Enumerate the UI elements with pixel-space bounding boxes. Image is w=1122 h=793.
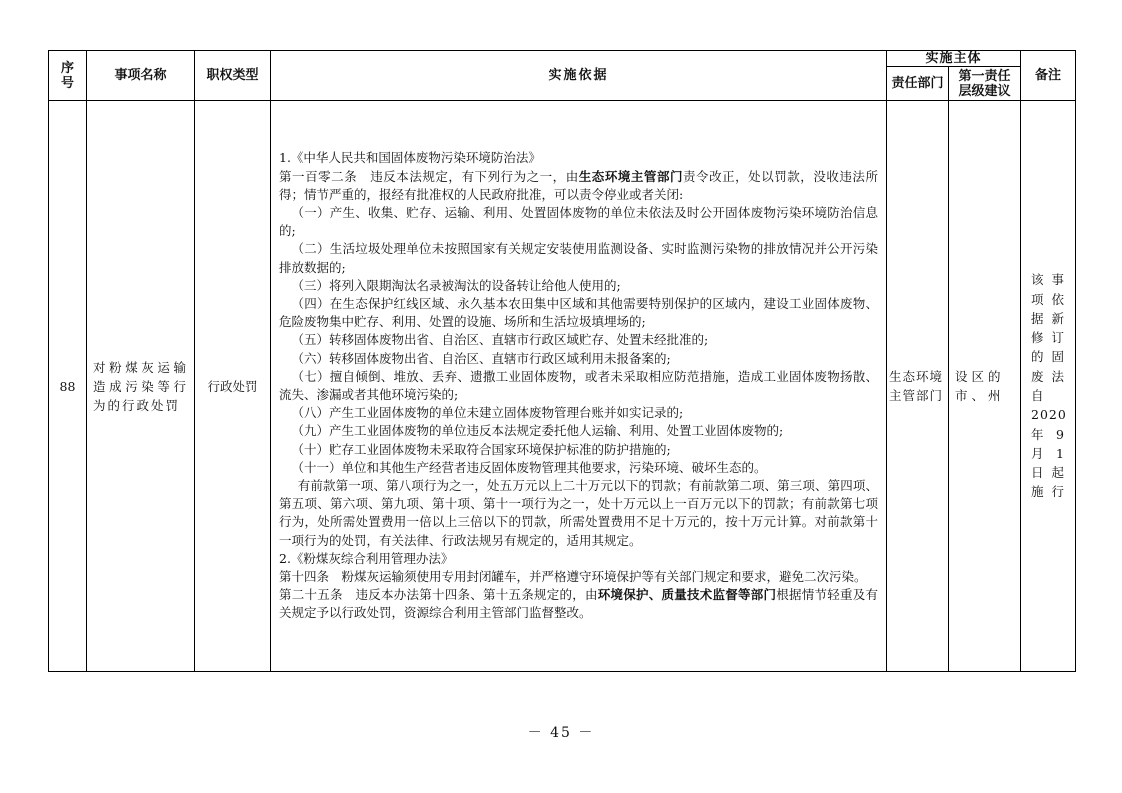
basis-article-14: 第十四条 粉煤灰运输须使用专用封闭罐车，并严格遵守环境保护等有关部门规定和要求，避免二次污染。 bbox=[279, 569, 867, 585]
row-basis bbox=[271, 101, 887, 672]
row-first-level: 设区的市、州 bbox=[949, 101, 1021, 672]
header-seq: 序号 bbox=[49, 51, 87, 101]
basis-clause-5: （五）转移固体废物出省、自治区、直辖市行政区域贮存、处置未经批准的; bbox=[291, 332, 709, 348]
basis-article-25: 第二十五条 违反本办法第十四条、第十五条规定的，由环境保护、质量技术监督等部门根据情节轻重及有关规定予以行政处罚，资源综合利用主管部门监督整改。 bbox=[279, 587, 878, 621]
header-row-top bbox=[49, 51, 1076, 67]
basis-clause-6: （六）转移固体废物出省、自治区、直辖市行政区域利用未报备案的; bbox=[291, 350, 671, 366]
basis-emphasis-2: 环境保护、质量技术监督等部门 bbox=[597, 587, 777, 603]
header-power-type: 职权类型 bbox=[195, 51, 271, 101]
row-remarks: 该事 项依 据新 修订 的固 废法 自 2020 年 9 月 1 日起 施行 bbox=[1021, 101, 1076, 672]
basis-clause-11: （十一）单位和其他生产经营者违反固体废物管理其他要求，污染环境、破坏生态的。 bbox=[291, 459, 767, 475]
basis-clause-3: （三）将列入限期淘汰名录被淘汰的设备转让给他人使用的; bbox=[291, 277, 621, 293]
row-responsible-dept: 生态环境主管部门 bbox=[887, 101, 949, 672]
header-first-level: 第一责任层级建议 bbox=[949, 67, 1021, 101]
header-basis: 实施依据 bbox=[271, 51, 887, 101]
basis-emphasis-1: 生态环境主管部门 bbox=[578, 168, 684, 184]
basis-clause-9: （九）产生工业固体废物的单位违反本法规定委托他人运输、利用、处置工业固体废物的; bbox=[291, 423, 784, 439]
row-power-type: 行政处罚 bbox=[195, 101, 271, 672]
basis-clause-2: （二）生活垃圾处理单位未按照国家有关规定安装使用监测设备、实时监测污染物的排放情况并公开污染排放数据的; bbox=[279, 241, 878, 275]
basis-article-102: 第一百零二条 违反本法规定，有下列行为之一，由生态环境主管部门责令改正，处以罚款，没收违法所得；情节严重的，报经有批准权的人民政府批准，可以责令停业或者关闭: bbox=[279, 168, 878, 202]
basis-penalty-paragraph: 有前款第一项、第八项行为之一，处五万元以上二十万元以下的罚款；有前款第二项、第三项、第四项、第五项、第六项、第九项、第十项、第十一项行为之一，处十万元以上一百万元以下的罚款；有前款第七项行为，处所需处置费用一倍以上三倍以下的罚款，所需处置费用不足十万元的，按十万元计算。对前款第十一项行为的处罚，有关法律、行政法规另有规定的，适用其规定。 bbox=[279, 478, 878, 548]
basis-clause-7: （七）擅自倾倒、堆放、丢弃、遗撒工业固体废物，或者未采取相应防范措施，造成工业固体废物扬散、流失、渗漏或者其他环境污染的; bbox=[279, 368, 878, 402]
table-row bbox=[49, 101, 1076, 672]
basis-clause-8: （八）产生工业固体废物的单位未建立固体废物管理台账并如实记录的; bbox=[291, 405, 684, 421]
basis-clause-4: （四）在生态保护红线区域、永久基本农田集中区域和其他需要特别保护的区域内，建设工业固体废物、危险废物集中贮存、利用、处置的设施、场所和生活垃圾填埋场的; bbox=[279, 295, 878, 330]
header-remarks: 备注 bbox=[1021, 51, 1076, 101]
basis-law-title-2: 2.《粉煤灰综合利用管理办法》 bbox=[279, 550, 454, 566]
row-seq: 88 bbox=[49, 101, 87, 672]
row-item-name: 对粉煤灰运输造成污染等行为的行政处罚 bbox=[87, 101, 195, 672]
basis-clause-10: （十）贮存工业固体废物未采取符合国家环境保护标准的防护措施的; bbox=[291, 441, 671, 457]
header-item-name: 事项名称 bbox=[87, 51, 195, 101]
basis-clause-1: （一）产生、收集、贮存、运输、利用、处置固体废物的单位未依法及时公开固体废物污染环境防治信息的; bbox=[279, 204, 878, 239]
header-responsible-dept: 责任部门 bbox=[887, 67, 949, 101]
basis-law-title-1: 1.《中华人民共和国固体废物污染环境防治法》 bbox=[279, 150, 541, 166]
header-subject: 实施主体 bbox=[887, 51, 1021, 67]
page-number: － 45 － bbox=[527, 725, 595, 741]
document-table bbox=[48, 50, 1076, 672]
